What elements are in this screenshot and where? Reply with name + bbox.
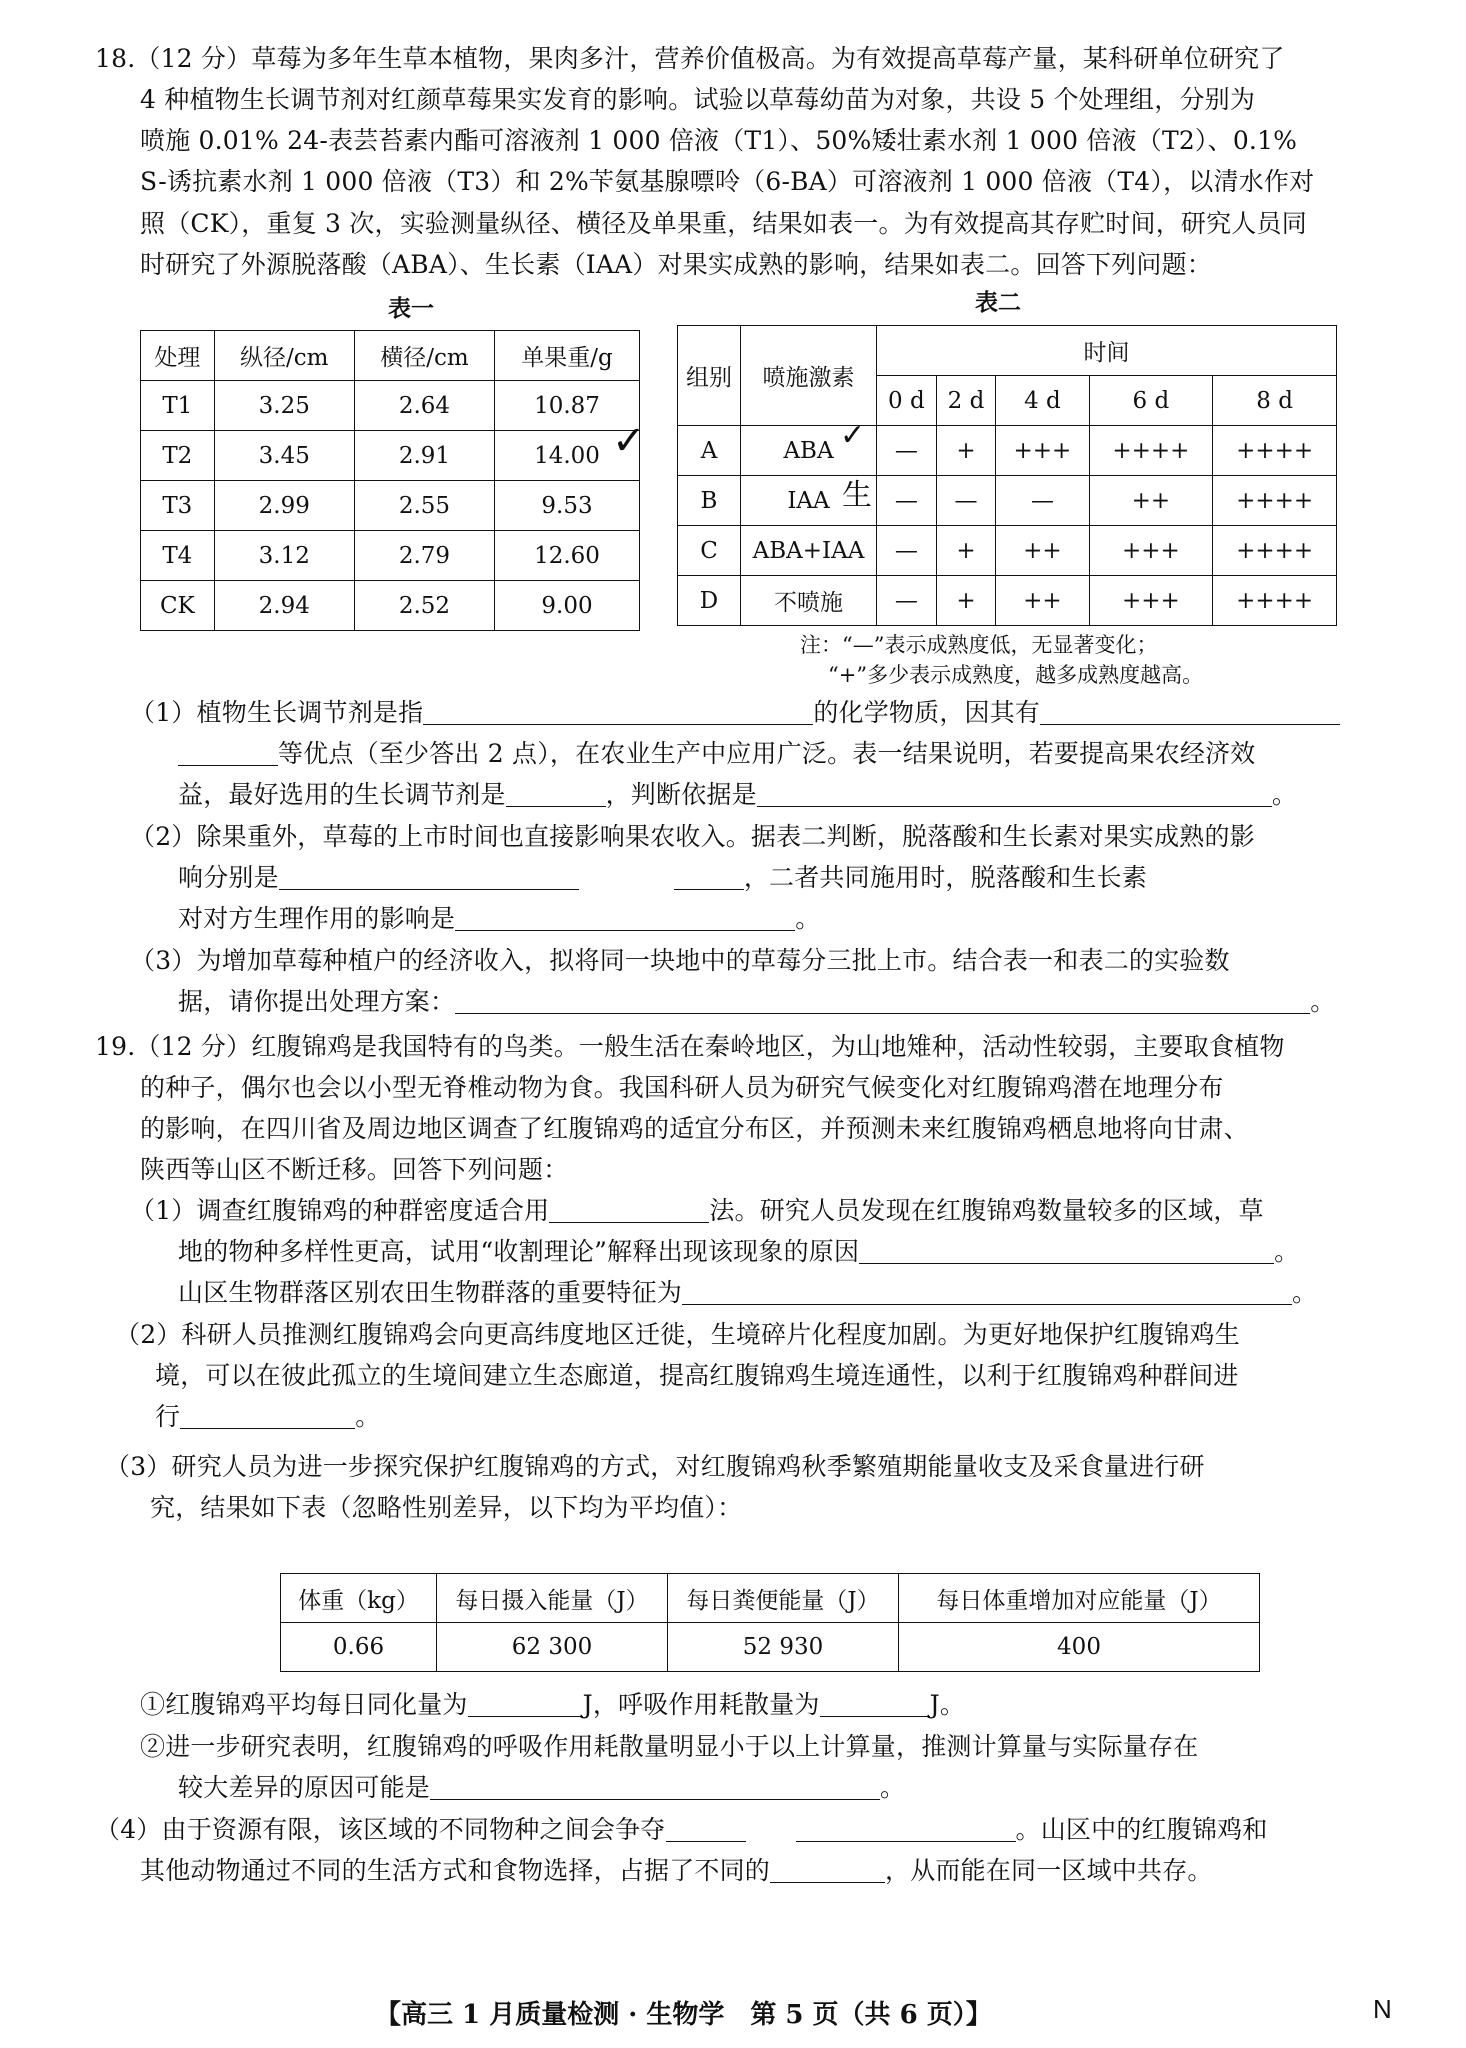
q19-part2-line1: （2）科研人员推测红腹锦鸡会向更高纬度地区迁徙，生境碎片化程度加剧。为更好地保护红腹锦鸡生 [115, 1320, 1240, 1349]
table-cell: — [996, 476, 1089, 526]
table-cell: 3.12 [214, 531, 354, 581]
q19-intro-line-3: 的影响，在四川省及周边地区调查了红腹锦鸡的适宜分布区，并预测未来红腹锦鸡栖息地将向甘肃、 [140, 1114, 1249, 1143]
q19-part3-line1: （3）研究人员为进一步探究保护红腹锦鸡的方式，对红腹锦鸡秋季繁殖期能量收支及采食量进行研 [105, 1452, 1205, 1481]
table-row [678, 426, 1337, 476]
q19-intro-line-2: 的种子，偶尔也会以小型无脊椎动物为食。我国科研人员为研究气候变化对红腹锦鸡潜在地理分布 [140, 1073, 1224, 1102]
table-cell: ABA+IAA [741, 526, 877, 576]
handwritten-note: 生 [842, 478, 872, 513]
q19-sub1: ①红腹锦鸡平均每日同化量为 J，呼吸作用耗散量为 J。 [140, 1690, 966, 1719]
table-cell: 3.45 [214, 431, 354, 481]
table-cell: 62 300 [437, 1623, 668, 1672]
q19-part3-line2: 究，结果如下表（忽略性别差异，以下均为平均值）： [150, 1493, 743, 1522]
table3 [280, 1573, 1260, 1672]
answer-blank[interactable] [859, 1237, 1274, 1264]
table2-header-group: 组别 [678, 326, 741, 426]
page-footer: 【高三 1 月质量检测 · 生物学 第 5 页（共 6 页）】 [375, 2000, 992, 2030]
table-cell: + [936, 576, 996, 626]
table3-header: 体重（kg） [281, 1574, 437, 1623]
answer-blank[interactable] [666, 1815, 746, 1842]
answer-blank[interactable] [757, 780, 1272, 807]
table-cell: — [877, 476, 937, 526]
table-cell: +++ [996, 426, 1089, 476]
table2 [677, 325, 1337, 626]
answer-blank[interactable] [468, 1690, 583, 1717]
answer-blank[interactable] [549, 1196, 709, 1223]
table2-day: 2 d [936, 376, 996, 426]
q19-intro-line-4: 陕西等山区不断迁移。回答下列问题： [140, 1155, 569, 1184]
check-mark-icon: ✓ [612, 418, 646, 464]
table-cell: ++++ [1213, 476, 1337, 526]
table-cell: ++ [1089, 476, 1213, 526]
answer-blank[interactable] [682, 1278, 1292, 1305]
table2-note-1: 注：“—”表示成熟度低，无显著变化； [800, 633, 1158, 657]
table-cell: 不喷施 [741, 576, 877, 626]
table-cell: — [936, 476, 996, 526]
table-cell: 2.55 [354, 481, 494, 531]
answer-blank[interactable] [455, 904, 795, 931]
answer-blank[interactable] [1040, 698, 1340, 725]
table-cell: A [678, 426, 741, 476]
table-row [281, 1623, 1260, 1672]
table-row [141, 481, 640, 531]
q19-part1-line1: （1）调查红腹锦鸡的种群密度适合用 法。研究人员发现在红腹锦鸡数量较多的区域，草 [130, 1196, 1264, 1225]
q19-part1-line2: 地的物种多样性更高，试用“收割理论”解释出现该现象的原因 。 [178, 1237, 1300, 1266]
table-cell: 10.87 [495, 381, 640, 431]
table-cell: — [877, 576, 937, 626]
table3-header: 每日体重增加对应能量（J） [899, 1574, 1260, 1623]
table-cell: + [936, 426, 996, 476]
table-cell: 2.64 [354, 381, 494, 431]
q18-intro-line-3: 喷施 0.01% 24-表芸苔素内酯可溶液剂 1 000 倍液（T1）、50%矮壮素水剂 1 000 倍液（T2）、0.1% [140, 126, 1298, 155]
q18-part1-line2: 等优点（至少答出 2 点），在农业生产中应用广泛。表一结果说明，若要提高果农经济效 [178, 737, 1256, 771]
q19-intro-line-1: 19.（12 分）红腹锦鸡是我国特有的鸟类。一般生活在秦岭地区，为山地雉种，活动性较弱，主要取食植物 [95, 1032, 1285, 1061]
table-cell: 400 [899, 1623, 1260, 1672]
table-cell: 2.99 [214, 481, 354, 531]
table-cell: 2.91 [354, 431, 494, 481]
table-cell: T4 [141, 531, 215, 581]
q18-part3-line2: 据，请你提出处理方案： 。 [178, 987, 1336, 1016]
table2-day: 0 d [877, 376, 937, 426]
table-row [141, 381, 640, 431]
q19-part2-line2: 境，可以在彼此孤立的生境间建立生态廊道，提高红腹锦鸡生境连通性，以利于红腹锦鸡种群间进 [155, 1361, 1239, 1390]
table-cell: D [678, 576, 741, 626]
table-cell: — [877, 526, 937, 576]
q19-part4-line2: 其他动物通过不同的生活方式和食物选择，占据了不同的 ，从而能在同一区域中共存。 [140, 1856, 1213, 1885]
table-row [141, 581, 640, 631]
q18-part2-line3: 对对方生理作用的影响是 。 [178, 904, 821, 933]
q18-part3-line1: （3）为增加草莓种植户的经济收入，拟将同一块地中的草莓分三批上市。结合表一和表二的实验数 [130, 946, 1230, 975]
table-cell: + [936, 526, 996, 576]
table-cell: +++ [1089, 576, 1213, 626]
table-cell: T1 [141, 381, 215, 431]
table1-caption: 表一 [388, 295, 434, 322]
table-cell: 9.53 [495, 481, 640, 531]
table1-header: 纵径/cm [214, 331, 354, 381]
table-cell: 2.79 [354, 531, 494, 581]
q18-intro-line-4: S-诱抗素水剂 1 000 倍液（T3）和 2%苄氨基腺嘌呤（6-BA）可溶液剂 1 000 倍液（T4），以清水作对 [140, 167, 1315, 196]
table2-caption: 表二 [975, 289, 1021, 316]
table-cell: IAA [741, 476, 877, 526]
table-cell: T3 [141, 481, 215, 531]
q18-part1-line1: （1）植物生长调节剂是指 的化学物质，因其有 [130, 696, 1340, 730]
table-cell: T2 [141, 431, 215, 481]
table-cell: +++ [1089, 526, 1213, 576]
table-cell: ++ [996, 576, 1089, 626]
page-corner-mark: N [1373, 1994, 1392, 2024]
table-cell: ABA [741, 426, 877, 476]
q19-part1-line3: 山区生物群落区别农田生物群落的重要特征为 。 [178, 1278, 1318, 1307]
table-row [678, 476, 1337, 526]
answer-blank[interactable] [178, 739, 278, 766]
table2-header-time: 时间 [877, 326, 1337, 376]
table-cell: ++++ [1213, 526, 1337, 576]
table-cell: C [678, 526, 741, 576]
table-cell: 2.94 [214, 581, 354, 631]
table-row [141, 531, 640, 581]
table-row [678, 526, 1337, 576]
q19-part2-line3: 行 。 [155, 1402, 381, 1431]
q18-part2-line2: 响分别是 ，二者共同施用时，脱落酸和生长素 [178, 863, 1148, 892]
answer-blank[interactable] [796, 1815, 1016, 1842]
table2-day: 8 d [1213, 376, 1337, 426]
table1 [140, 330, 640, 631]
table2-day: 4 d [996, 376, 1089, 426]
table1-header: 单果重/g [495, 331, 640, 381]
answer-blank[interactable] [279, 863, 579, 890]
table1-header: 处理 [141, 331, 215, 381]
answer-blank[interactable] [180, 1402, 355, 1429]
table-cell: ++ [996, 526, 1089, 576]
q18-part2-line1: （2）除果重外，草莓的上市时间也直接影响果农收入。据表二判断，脱落酸和生长素对果实成熟的影 [130, 822, 1255, 851]
q19-sub2-line2: 较大差异的原因可能是 。 [178, 1773, 906, 1802]
table-cell: ++++ [1089, 426, 1213, 476]
table-cell: 2.52 [354, 581, 494, 631]
table-cell: ++++ [1213, 426, 1337, 476]
table-cell: 14.00 [495, 431, 640, 481]
table3-header: 每日摄入能量（J） [437, 1574, 668, 1623]
table-cell: CK [141, 581, 215, 631]
answer-blank[interactable] [674, 863, 744, 890]
table2-note-2: “+”多少表示成熟度，越多成熟度越高。 [828, 663, 1204, 687]
table-cell: 0.66 [281, 1623, 437, 1672]
q19-part4-line1: （4）由于资源有限，该区域的不同物种之间会争夺 。山区中的红腹锦鸡和 [95, 1815, 1268, 1844]
q18-intro-line-5: 照（CK），重复 3 次，实验测量纵径、横径及单果重，结果如表一。为有效提高其存贮时间，研究人员同 [140, 209, 1307, 238]
table2-header-row [678, 326, 1337, 376]
q19-sub2-line1: ②进一步研究表明，红腹锦鸡的呼吸作用耗散量明显小于以上计算量，推测计算量与实际量存在 [140, 1732, 1199, 1761]
q18-intro-line-6: 时研究了外源脱落酸（ABA）、生长素（IAA）对果实成熟的影响，结果如表二。回答下列问题： [140, 250, 1212, 279]
table-cell: 52 930 [668, 1623, 899, 1672]
answer-blank[interactable] [506, 780, 606, 807]
check-mark-icon: ✓ [840, 418, 866, 453]
table3-header-row [281, 1574, 1260, 1623]
table-cell: 3.25 [214, 381, 354, 431]
table1-header-row [141, 331, 640, 381]
answer-blank[interactable] [423, 698, 813, 725]
answer-blank[interactable] [430, 1773, 880, 1800]
table2-header-hormone: 喷施激素 [741, 326, 877, 426]
table2-day: 6 d [1089, 376, 1213, 426]
table1-header: 横径/cm [354, 331, 494, 381]
table-cell: ++++ [1213, 576, 1337, 626]
q18-intro-line-1: 18.（12 分）草莓为多年生草本植物，果肉多汁，营养价值极高。为有效提高草莓产量，某科研单位研究了 [95, 44, 1285, 73]
q18-part1-line3: 益，最好选用的生长调节剂是 ，判断依据是 。 [178, 780, 1298, 809]
answer-blank[interactable] [455, 987, 1310, 1014]
table-cell: 12.60 [495, 531, 640, 581]
table-row [678, 576, 1337, 626]
table-row [141, 431, 640, 481]
table-cell: — [877, 426, 937, 476]
answer-blank[interactable] [820, 1690, 930, 1717]
q18-intro-line-2: 4 种植物生长调节剂对红颜草莓果实发育的影响。试验以草莓幼苗为对象，共设 5 个处理组，分别为 [140, 85, 1256, 114]
table-cell: B [678, 476, 741, 526]
answer-blank[interactable] [770, 1856, 885, 1883]
table-cell: 9.00 [495, 581, 640, 631]
table3-header: 每日粪便能量（J） [668, 1574, 899, 1623]
